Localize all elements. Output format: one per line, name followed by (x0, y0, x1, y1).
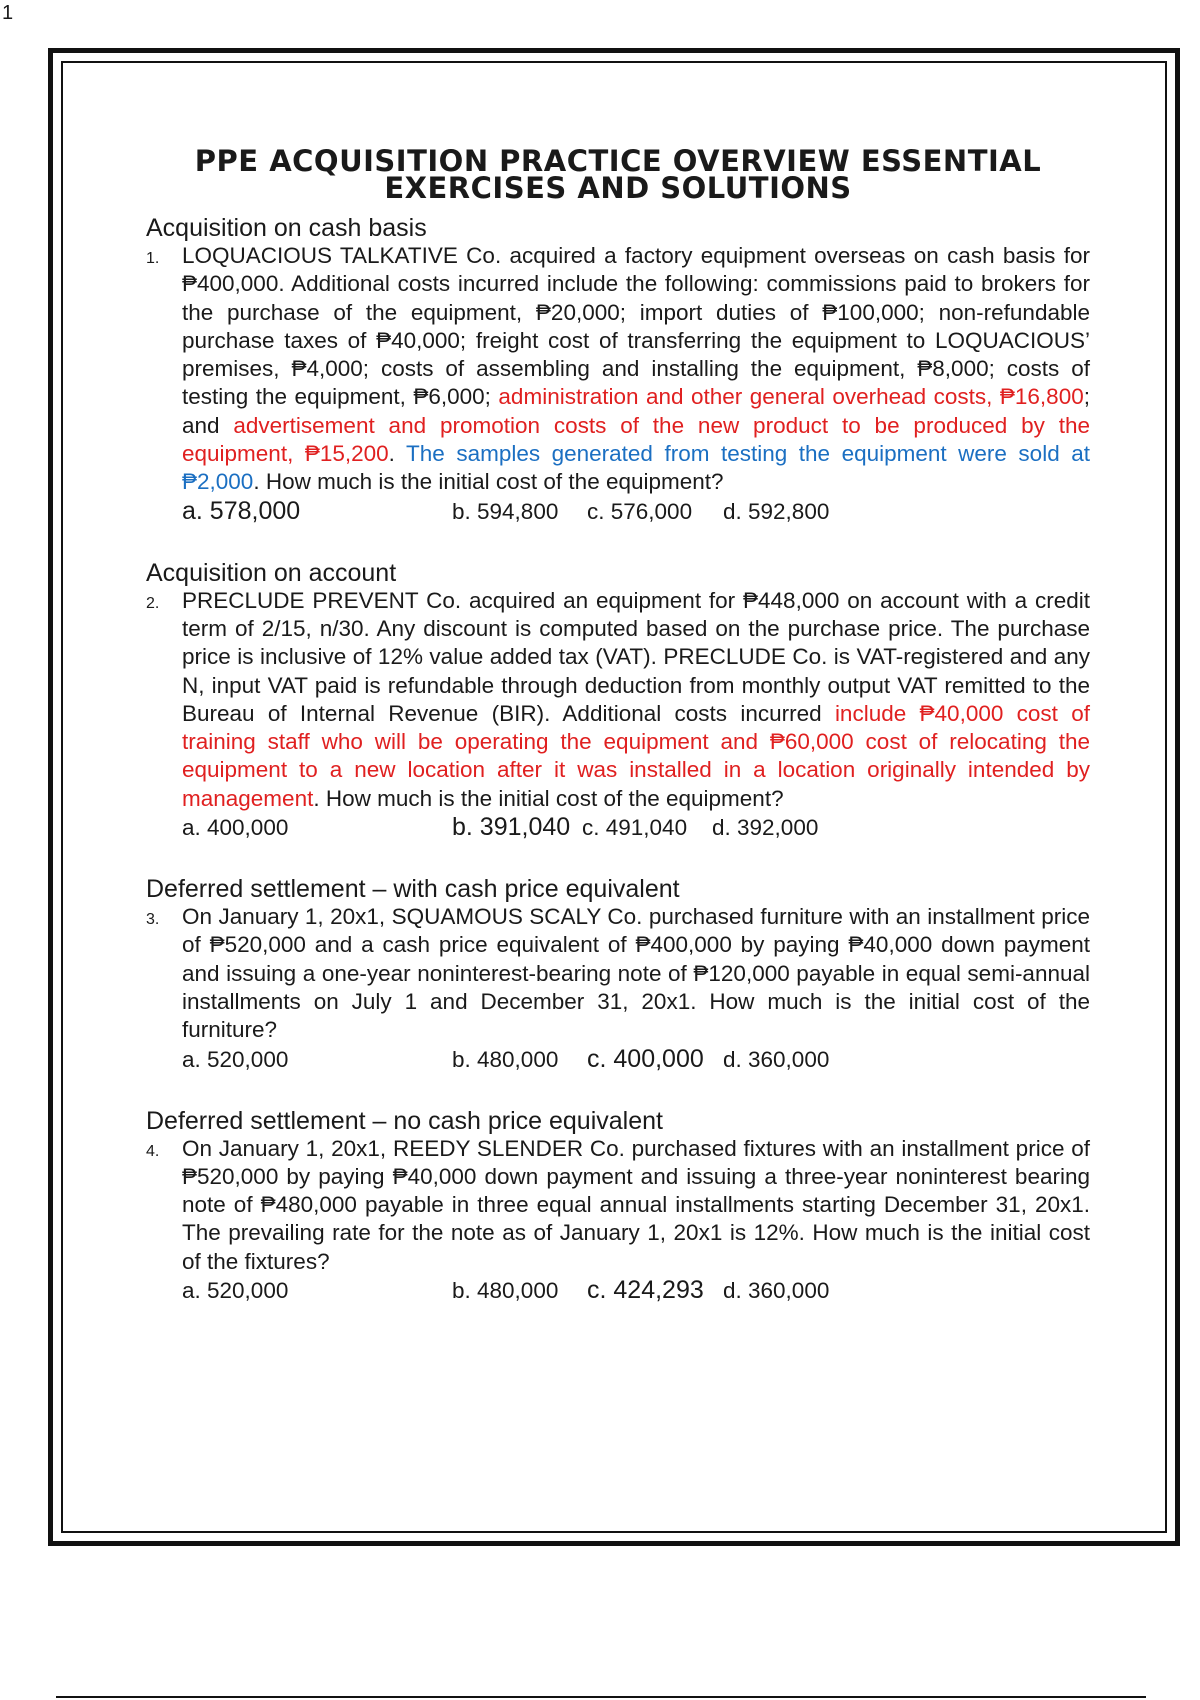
question-text-part: . (388, 441, 407, 467)
answer-choices (182, 1045, 1090, 1079)
choice-d: d. 392,000 (712, 815, 819, 841)
question-4 (146, 1135, 1090, 1276)
bottom-rule (56, 1696, 1146, 1698)
highlight-red-text: include ₱40,000 cost of training staff who will be operating the equipment and ₱60,000 cost of relocating the equipment to a new location after it was installed in a location originally intended by management (182, 700, 1090, 811)
choice-c: c. 400,000 (587, 1044, 704, 1073)
question-text-part: PRECLUDE PREVENT Co. acquired an equipment for ₱448,000 on account with a credit term of 2/15, n/30. Any discount is computed based on the purchase price. The purchase price is inclusive of 12% value added tax (VAT). PRECLUDE Co. is VAT-registered and any N, input VAT paid is refundable through deduction from monthly output VAT remitted to the Bureau of Internal Revenue (BIR). Additional costs incurred (182, 587, 1090, 726)
question-text-part: . How much is the initial cost of the equipment? (253, 469, 724, 495)
title-line-2: EXERCISES AND SOLUTIONS (384, 171, 852, 205)
choice-b: b. 480,000 (452, 1046, 559, 1072)
highlight-blue-text: The samples generated from testing the equipment were sold at ₱2,000 (182, 441, 1090, 495)
question-number: 2. (146, 594, 160, 612)
page-number: 1 (2, 2, 14, 24)
highlight-red-text: advertisement and promotion costs of the new product to be produced by the equipment, ₱15,200 (182, 412, 1090, 467)
choice-d: d. 360,000 (723, 1278, 830, 1304)
question-text (182, 242, 1090, 497)
document-title (146, 144, 1090, 205)
question-1 (146, 242, 1090, 497)
section-heading-on-account: Acquisition on account (146, 558, 397, 587)
answer-choices (182, 497, 1090, 531)
choice-c: c. 576,000 (587, 498, 693, 524)
highlight-red-text: administration and other general overhead costs, ₱16,800 (498, 384, 1084, 410)
choice-d: d. 592,800 (723, 498, 830, 524)
title-line-1: PPE ACQUISITION PRACTICE OVERVIEW ESSENTIAL (194, 144, 1042, 178)
question-3 (146, 903, 1090, 1044)
choice-a: a. 520,000 (182, 1046, 289, 1072)
choice-b: b. 480,000 (452, 1278, 559, 1304)
section-heading-no-cash-price: Deferred settlement – no cash price equivalent (146, 1106, 663, 1135)
question-text-part: ; and (182, 384, 1090, 438)
section-heading-with-cash-price: Deferred settlement – with cash price equivalent (146, 875, 680, 904)
choice-a: a. 578,000 (182, 496, 301, 525)
question-number: 4. (146, 1142, 160, 1160)
question-2 (146, 587, 1090, 813)
answer-choices (182, 813, 1090, 847)
choice-c: c. 424,293 (587, 1276, 704, 1305)
question-text: On January 1, 20x1, SQUAMOUS SCALY Co. purchased furniture with an installment price of ₱520,000 and a cash price equivalent of ₱400,000 by paying ₱40,000 down payment and issuing a one-year noninterest-bearing note of ₱120,000 payable in equal semi-annual installments on July 1 and December 31, 20x1. How much is the initial cost of the furniture? (182, 904, 1090, 1043)
choice-b: b. 391,040 (452, 813, 571, 842)
choice-a: a. 400,000 (182, 815, 289, 841)
section-heading-cash-basis: Acquisition on cash basis (146, 214, 427, 242)
question-text (182, 587, 1090, 813)
choice-d: d. 360,000 (723, 1046, 830, 1072)
question-number: 1. (146, 250, 160, 267)
choice-a: a. 520,000 (182, 1278, 289, 1304)
choice-b: b. 594,800 (452, 498, 559, 524)
question-text-part: LOQUACIOUS TALKATIVE Co. acquired a factory equipment overseas on cash basis for ₱400,000. Additional costs incurred include the following: commissions paid to brokers for the purchase of the equipment, ₱20,000; import duties of ₱100,000; non-refundable purchase taxes of ₱40,000; freight cost of transferring the equipment to LOQUACIOUS’ premises, ₱4,000; costs of assembling and installing the equipment, ₱8,000; costs of testing the equipment, ₱6,000; (182, 243, 1090, 410)
question-text: On January 1, 20x1, REEDY SLENDER Co. purchased fixtures with an installment price of ₱520,000 by paying ₱40,000 down payment and issuing a three-year noninterest bearing note of ₱480,000 payable in three equal annual installments starting December 31, 20x1. The prevailing rate for the note as of January 1, 20x1 is 12%. How much is the initial cost of the fixtures? (182, 1135, 1090, 1274)
question-text-part: . How much is the initial cost of the equipment? (313, 785, 784, 811)
document-content (146, 144, 1090, 1310)
question-number: 3. (146, 911, 160, 929)
answer-choices (182, 1276, 1090, 1310)
choice-c: c. 491,040 (582, 815, 688, 841)
